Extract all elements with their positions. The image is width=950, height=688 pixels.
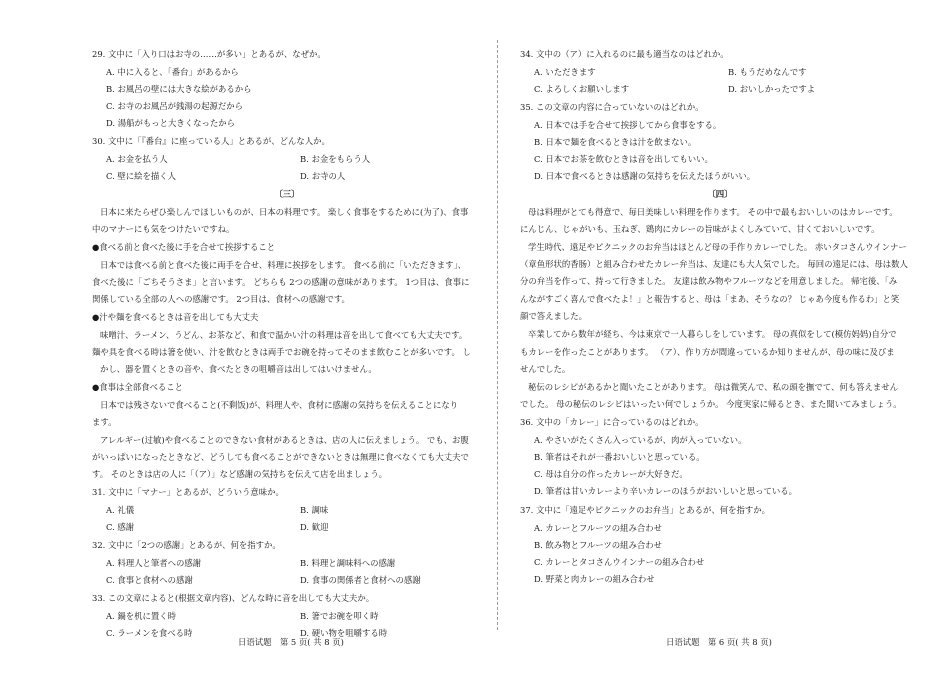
q34-option-b: B. もうだめなんです — [728, 67, 807, 77]
question-34-stem: 34. 文中の（ア）に入れるのに最も適当なのはどれか。 — [520, 49, 729, 59]
passage-3-line: 味噌汁、ラーメン、うどん、お茶など、和食で温かい汁の料理は音を出して食べても大丈夫です。 — [100, 330, 468, 340]
q37-option-a: A. カレーとフルーツの組み合わせ — [534, 523, 662, 533]
q35-option-c: C. 日本でお茶を飲むときは音を出してもいい。 — [534, 154, 713, 164]
passage-3-line: かし、器を置くときの音や、食べたときの咀嚼音は出してはいけません。 — [100, 364, 377, 374]
passage-3-heading-2: ●汁や麺を食べるときは音を出しても大丈夫 — [92, 312, 259, 322]
passage-3-line: 麺や具を食べる時は箸を使い、汁を飲むときは両手でお碗を持ってそのまま飲むことが多いです。 し — [92, 347, 471, 357]
q29-option-c: C. お寺のお風呂が銭湯の起源だから — [106, 101, 244, 111]
question-29-stem: 29. 文中に「入り口はお寺の……が多い」とあるが、なぜか。 — [92, 49, 326, 59]
q33-option-b: B. 箸でお碗を叩く時 — [300, 611, 379, 621]
q32-option-a: A. 料理人と筆者への感謝 — [106, 558, 202, 568]
q36-option-a: A. やさいがたくさん入っているが、肉が入っていない。 — [534, 435, 747, 445]
q37-option-b: B. 飲み物とフルーツの組み合わせ — [534, 540, 663, 550]
q34-option-a: A. いただきます — [534, 67, 596, 77]
passage-4-line: もカレーを作ったことがあります。 （ア）、作り方が間違っているか知りませんが、母の味に及びま — [520, 347, 895, 357]
passage-4-line: 分の弁当を作って、持って行きました。 友達は飲み物やフルーツなどを用意しました。 帰宅後、「み — [520, 276, 898, 286]
q34-option-c: C. よろしくお願いします — [534, 84, 630, 94]
passage-3-line: す。 そのときは店の人に「（ア）」など感謝の気持ちを伝えて店を出ましょう。 — [92, 469, 388, 479]
q30-option-d: D. お寺の人 — [300, 171, 346, 181]
section-3-heading: 〔三〕 — [274, 189, 300, 199]
q29-option-b: B. お風呂の壁には大きな絵があるから — [106, 84, 252, 94]
q37-option-d: D. 野菜と肉カレーの組み合わせ — [534, 574, 655, 584]
passage-3-heading-1: ●食べる前と食べた後に手を合せて挨拶すること — [92, 242, 276, 252]
passage-4-line: （章鱼形状的香肠）と組み合わせたカレー弁当は、友達にも大人気でした。 毎回の遠足には、母は数人 — [520, 259, 908, 269]
q29-option-d: D. 湯船がもっと大きくなったから — [106, 118, 235, 128]
passage-4-line: にんじん、じゃがいも、玉ねぎ、鶏肉にカレーの旨味がよくしみていて、甘くておいしいです。 — [520, 224, 880, 234]
q32-option-d: D. 食事の関係者と食材への感謝 — [300, 575, 421, 585]
q32-option-b: B. 料理と調味料への感謝 — [300, 558, 396, 568]
page-5-footer: 日语试题 第 5 页( 共 8 页) — [238, 637, 344, 647]
q32-option-c: C. 食事と食材への感謝 — [106, 575, 193, 585]
question-35-stem: 35. この文章の内容に合っていないのはどれか。 — [520, 102, 704, 112]
passage-3-line: 中のマナーにも気をつけたいですね。 — [92, 224, 235, 234]
passage-3-line: アレルギー(过敏)や食べることのできない食材があるときは、店の人に伝えましょう。 でも、お腹 — [100, 435, 469, 445]
question-33-stem: 33. この文章によると(根据文章内容)、どんな時に音を出しても大丈夫か。 — [92, 593, 375, 603]
q33-option-c: C. ラーメンを食べる時 — [106, 628, 193, 638]
passage-3-line: ます。 — [92, 417, 117, 427]
passage-4-line: 学生時代、遠足やピクニックのお弁当はほとんど母の手作りカレーでした。 赤いタコさんウインナー — [528, 242, 907, 252]
q35-option-a: A. 日本では手を合せて挨拶してから食事をする。 — [534, 120, 722, 130]
passage-3-line: 日本に来たらぜひ楽しんでほしいものが、日本の料理です。 楽しく食事をするために(为了)、食事 — [100, 207, 469, 217]
passage-3-line: 日本では食べる前と食べた後に両手を合せ、料理に挨拶をします。 食べる前に「いただきます」、 — [100, 260, 467, 270]
q30-option-b: B. お金をもらう人 — [300, 154, 371, 164]
passage-3-heading-3: ●食事は全部食べること — [92, 382, 184, 392]
passage-4-line: 母は料理がとても得意で、毎日美味しい料理を作ります。 その中で最もおいしいのはカレーです。 — [528, 207, 898, 217]
q29-option-a: A. 中に入ると、「番台」があるから — [106, 67, 239, 77]
passage-3-line: がいっぱいになったときなど、どうしても食べることができないときは無理に食べなくても大丈夫で — [92, 452, 469, 462]
page-6-footer: 日语试题 第 6 页( 共 8 页) — [666, 637, 772, 647]
q36-option-d: D. 筆者は甘いカレーより辛いカレーのほうがおいしいと思っている。 — [534, 486, 797, 496]
q31-option-a: A. 礼儀 — [106, 505, 135, 515]
section-4-heading: 〔四〕 — [707, 189, 733, 199]
question-36-stem: 36. 文中の「カレー」に合っているのはどれか。 — [520, 417, 704, 427]
passage-3-line: 関係している全部の人への感謝です。 2つ目は、食材への感謝です。 — [92, 294, 350, 304]
q33-option-d: D. 硬い物を咀嚼する時 — [300, 628, 388, 638]
q30-option-c: C. 壁に絵を描く人 — [106, 171, 177, 181]
q30-option-a: A. お金を払う人 — [106, 154, 168, 164]
q35-option-b: B. 日本で麺を食べるときは汁を飲まない。 — [534, 137, 697, 147]
passage-4-line: 卒業してから数年が経ち、今は東京で一人暮らしをしています。 母の真似をして(模仿妈妈)自分で — [528, 329, 897, 339]
q31-option-c: C. 感謝 — [106, 522, 135, 532]
passage-4-line: せんでした。 — [520, 364, 571, 374]
page-divider — [497, 40, 498, 630]
q34-option-d: D. おいしかったですよ — [728, 84, 816, 94]
passage-4-line: んながすごく喜んで食べたよ！」と報告すると、母は「まあ、そうなの？ じゃあ今度も作るわ」と笑 — [520, 294, 900, 304]
question-37-stem: 37. 文中に「遠足やピクニックのお弁当」とあるが、何を指すか。 — [520, 505, 770, 515]
q31-option-d: D. 歓迎 — [300, 522, 329, 532]
q37-option-c: C. カレーとタコさんウインナーの組み合わせ — [534, 557, 705, 567]
q31-option-b: B. 調味 — [300, 505, 329, 515]
question-32-stem: 32. 文中に「2つの感謝」とあるが、何を指すか。 — [92, 540, 281, 550]
q36-option-c: C. 母は自分の作ったカレーが大好きだ。 — [534, 469, 688, 479]
question-31-stem: 31. 文中に「マナー」とあるが、どういう意味か。 — [92, 487, 284, 497]
q36-option-b: B. 筆者はそれが一番おいしいと思っている。 — [534, 452, 705, 462]
passage-3-line: 日本では残さないで食べること(不剩饭)が、料理人や、食材に感謝の気持ちを伝えることになり — [100, 400, 459, 410]
question-30-stem: 30. 文中に「『番台』に座っている人」とあるが、どんな人か。 — [92, 136, 330, 146]
passage-3-line: 食べた後に「ごちそうさま」と言います。 どちらも 2つの感謝の意味があります。 1つ目は、食事に — [92, 277, 470, 287]
q35-option-d: D. 日本で食べるときは感謝の気持ちを伝えたほうがいい。 — [534, 171, 756, 181]
passage-4-line: でした。 母の秘伝のレシピはいったい何でしょうか。 今度実家に帰るとき、また聞いてみましょう。 — [520, 399, 902, 409]
passage-4-line: 秘伝のレシピがあるかと聞いたことがあります。 母は微笑んで、私の頭を撫でて、何も答えません — [528, 382, 898, 392]
q33-option-a: A. 鍋を机に置く時 — [106, 611, 176, 621]
passage-4-line: 顔で答えました。 — [520, 311, 587, 321]
